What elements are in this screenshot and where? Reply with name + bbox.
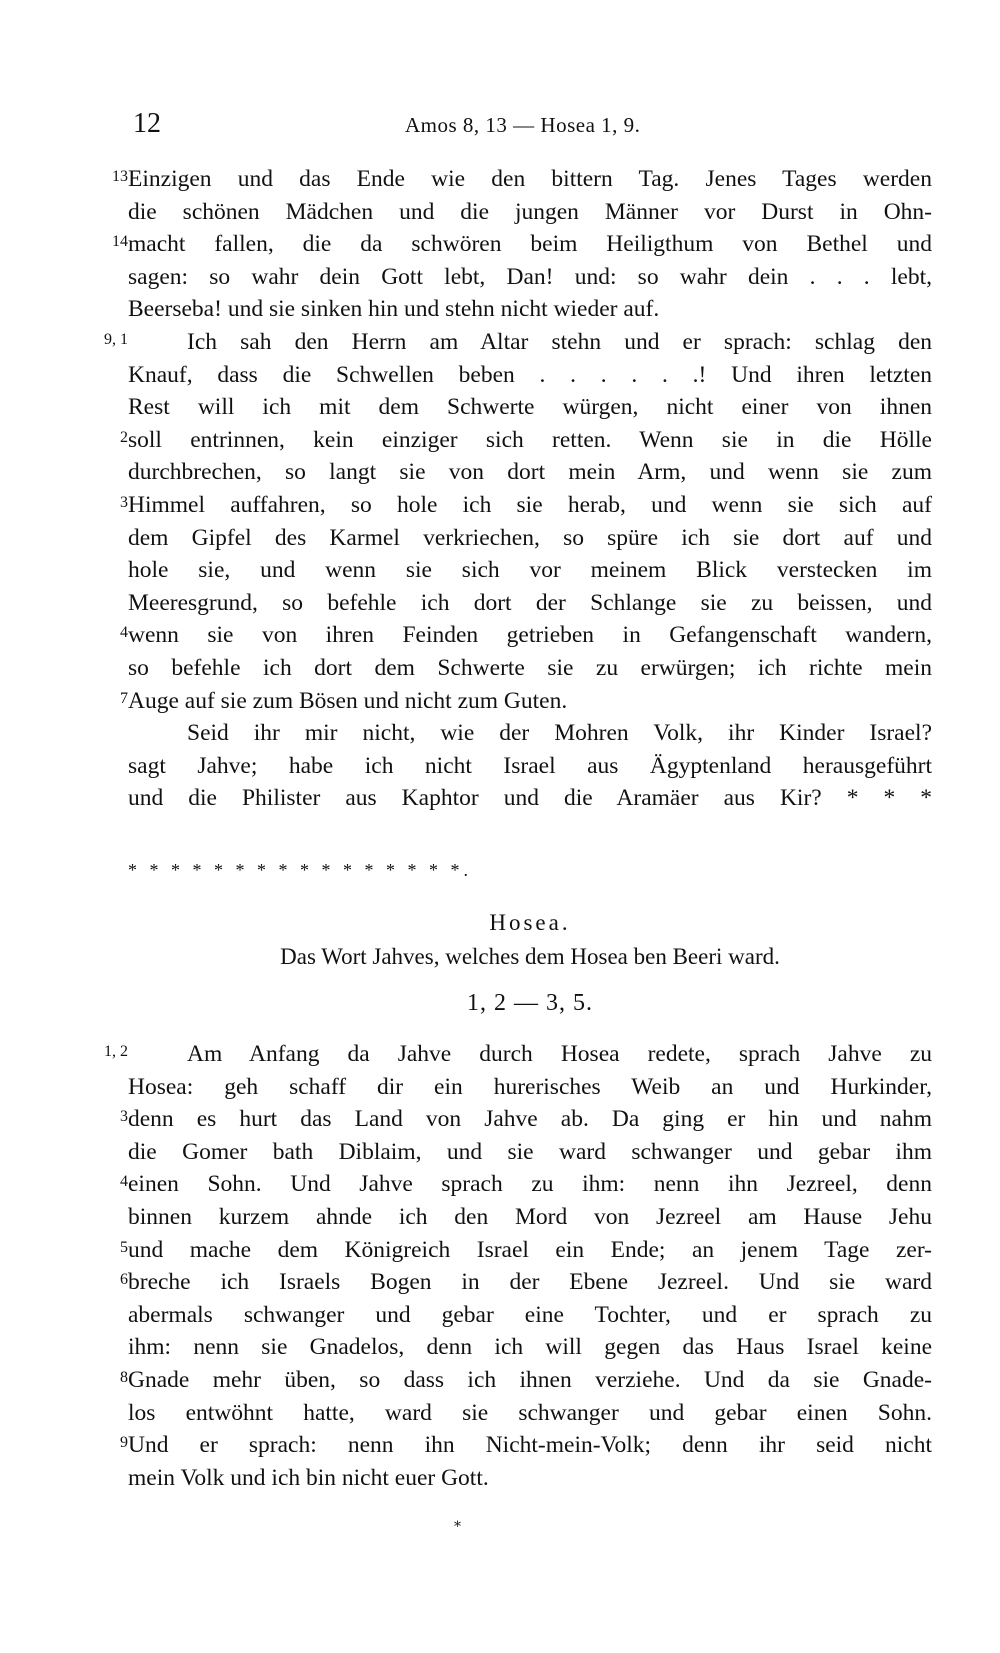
running-head: Amos 8, 13 — Hosea 1, 9.: [405, 113, 641, 137]
text-line: [0, 1461, 1000, 1495]
text-line: [0, 1200, 1000, 1234]
text-line: [0, 1070, 1000, 1104]
section-end-stars: * * * * * * * * * * * * * * * *.: [128, 860, 472, 880]
text-line: [0, 260, 1000, 294]
verse-number: 3: [120, 494, 128, 511]
page-number: 12: [133, 108, 161, 139]
line-text: Am Anfang da Jahve durch Hosea redete, sprach Jahve zu: [187, 1041, 932, 1067]
text-line: [0, 1037, 1000, 1071]
line-text: wenn sie von ihren Feinden getrieben in Gefangenschaft wandern,: [128, 622, 932, 649]
text-line: [0, 1167, 1000, 1201]
text-line: [0, 521, 1000, 555]
text-line: [0, 358, 1000, 392]
section-title: Hosea.: [489, 910, 571, 935]
text-line: [0, 553, 1000, 587]
verse-number: 1, 2: [104, 1043, 128, 1060]
text-line: [0, 1135, 1000, 1169]
line-text: Meeresgrund, so befehle ich dort der Schlange sie zu beissen, und: [128, 589, 932, 616]
line-text: dem Gipfel des Karmel verkriechen, so spüre ich sie dort auf und: [128, 524, 932, 551]
text-line: [0, 1330, 1000, 1364]
line-text: denn es hurt das Land von Jahve ab. Da ging er hin und nahm: [128, 1106, 932, 1133]
text-line: [0, 227, 1000, 261]
text-line: [0, 651, 1000, 685]
line-text: Hosea: geh schaff dir ein hurerisches Weib an und Hurkinder,: [128, 1073, 932, 1100]
verse-number: 8: [120, 1369, 128, 1386]
text-line: [0, 781, 1000, 815]
line-text: die schönen Mädchen und die jungen Männer vor Durst in Ohn-: [128, 198, 932, 225]
line-text: so befehle ich dort dem Schwerte sie zu erwürgen; ich richte mein: [128, 655, 932, 681]
line-text: breche ich Israels Bogen in der Ebene Jezreel. Und sie ward: [128, 1269, 932, 1296]
text-line: [0, 1265, 1000, 1299]
verse-number: 14: [112, 233, 128, 251]
verse-number: 9: [120, 1434, 128, 1452]
text-line: [0, 423, 1000, 457]
section-range: 1, 2 — 3, 5.: [467, 990, 593, 1016]
verse-number: 4: [120, 624, 128, 642]
text-line: [0, 455, 1000, 489]
text-line: [0, 1363, 1000, 1397]
text-line: [0, 390, 1000, 424]
text-line: [0, 749, 1000, 783]
text-line: [0, 1102, 1000, 1136]
line-text: sagt Jahve; habe ich nicht Israel aus Ägyptenland herausgeführt: [128, 752, 932, 779]
line-text: Seid ihr mir nicht, wie der Mohren Volk, ihr Kinder Israel?: [187, 720, 932, 747]
verse-number: 9, 1: [104, 331, 128, 348]
verse-number: 5: [120, 1238, 128, 1256]
line-text: abermals schwanger und gebar eine Tochter, und er sprach zu: [128, 1301, 932, 1328]
line-text: Und er sprach: nenn ihn Nicht-mein-Volk; denn ihr seid nicht: [128, 1432, 932, 1459]
text-line: [0, 1298, 1000, 1332]
page-header: [133, 108, 933, 148]
line-text: Rest will ich mit dem Schwerte würgen, nicht einer von ihnen: [128, 394, 932, 421]
line-text: die Gomer bath Diblaim, und sie ward schwanger und gebar ihm: [128, 1138, 932, 1165]
line-text: einen Sohn. Und Jahve sprach zu ihm: nenn ihn Jezreel, denn: [128, 1171, 932, 1198]
line-text: Himmel auffahren, so hole ich sie herab, und wenn sie sich auf: [128, 492, 932, 518]
text-line: [0, 716, 1000, 750]
signature-mark: *: [454, 1519, 461, 1535]
line-text: los entwöhnt hatte, ward sie schwanger und gebar einen Sohn.: [128, 1399, 932, 1426]
line-text: ihm: nenn sie Gnadelos, denn ich will gegen das Haus Israel keine: [128, 1334, 932, 1361]
verse-number: 2: [120, 428, 128, 446]
line-text: soll entrinnen, kein einziger sich retten. Wenn sie in die Hölle: [128, 426, 932, 453]
line-text: mein Volk und ich bin nicht euer Gott.: [128, 1464, 489, 1491]
text-line: [0, 325, 1000, 359]
line-text: hole sie, und wenn sie sich vor meinem Blick verstecken im: [128, 557, 932, 584]
line-text: durchbrechen, so langt sie von dort mein Arm, und wenn sie zum: [128, 459, 932, 486]
text-line: [0, 1233, 1000, 1267]
text-line: [0, 195, 1000, 229]
verse-number: 13: [112, 168, 128, 185]
verse-number: 6: [120, 1271, 128, 1289]
text-line: [0, 292, 1000, 326]
verse-number: 7: [120, 689, 128, 707]
verse-number: 4: [120, 1173, 128, 1191]
line-text: und mache dem Königreich Israel ein Ende; an jenem Tage zer-: [128, 1236, 932, 1263]
text-line: [0, 1396, 1000, 1430]
line-text: Ich sah den Herrn am Altar stehn und er sprach: schlag den: [187, 329, 932, 355]
line-text: Einzigen und das Ende wie den bittern Tag. Jenes Tages werden: [128, 166, 932, 192]
section-subtitle: Das Wort Jahves, welches dem Hosea ben Beeri ward.: [280, 944, 780, 969]
verse-number: 3: [120, 1108, 128, 1126]
line-text: sagen: so wahr dein Gott lebt, Dan! und: so wahr dein . . . lebt,: [128, 263, 932, 290]
line-text: Beerseba! und sie sinken hin und stehn nicht wieder auf.: [128, 296, 660, 323]
text-line: [0, 586, 1000, 620]
line-text: Knauf, dass die Schwellen beben . . . . . .! Und ihren letzten: [128, 361, 932, 388]
text-line: [0, 684, 1000, 718]
text-line: [0, 162, 1000, 196]
line-text: Gnade mehr üben, so dass ich ihnen verziehe. Und da sie Gnade-: [128, 1367, 932, 1393]
text-line: [0, 618, 1000, 652]
text-line: [0, 488, 1000, 522]
text-line: [0, 1428, 1000, 1462]
line-text: macht fallen, die da schwören beim Heiligthum von Bethel und: [128, 231, 932, 258]
line-text: binnen kurzem ahnde ich den Mord von Jezreel am Hause Jehu: [128, 1204, 932, 1230]
line-text: Auge auf sie zum Bösen und nicht zum Guten.: [128, 687, 568, 714]
line-text: und die Philister aus Kaphtor und die Aramäer aus Kir? * * *: [128, 785, 932, 812]
